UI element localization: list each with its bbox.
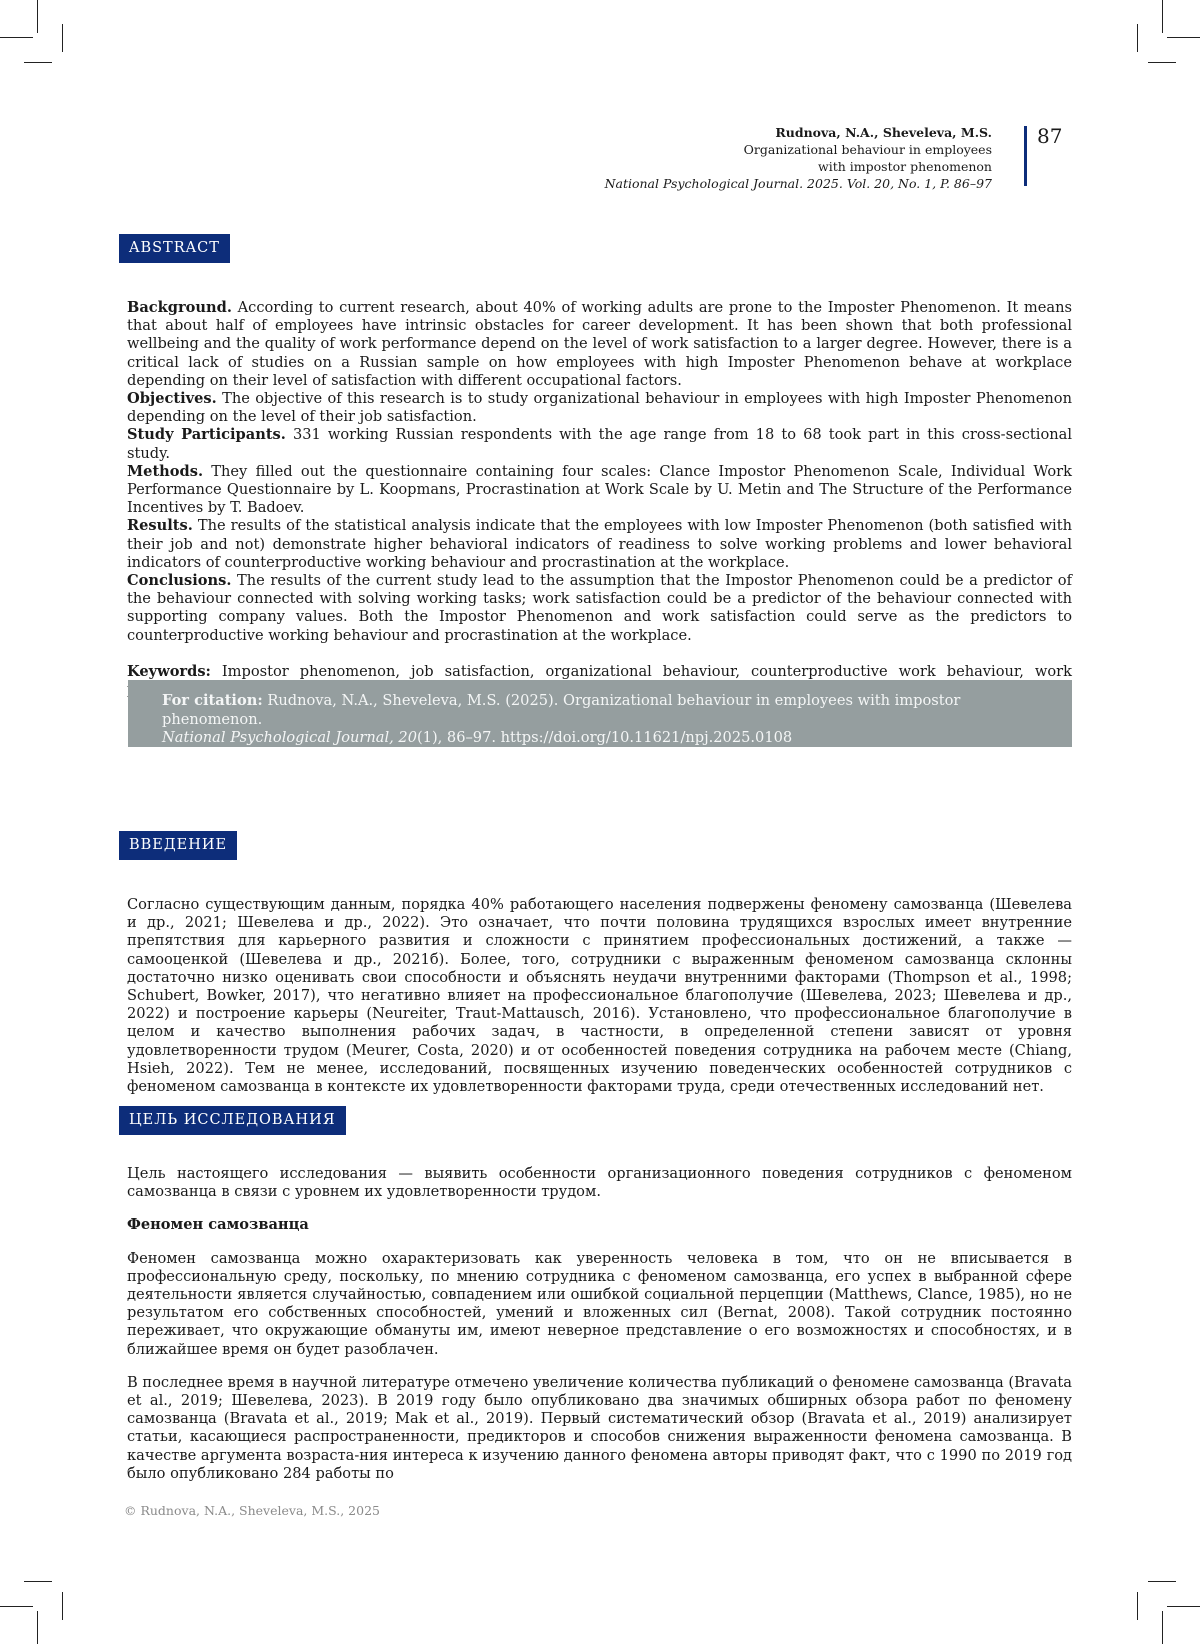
abstract-conclusions <box>127 572 1072 645</box>
background-text: According to current research, about 40% of working adults are prone to the Imposter Phenomenon. It means that about half of employees have intrinsic obstacles for career development. It has been shown that both professional wellbeing and the quality of work performance depend on the level of work satisfaction to a larger degree. However, there is a critical lack of studies on a Russian sample on how employees with high Imposter Phenomenon behave at workplace depending on their level of satisfaction with different occupational factors. <box>127 299 1072 389</box>
crop-mark <box>1162 0 1163 33</box>
participants-label: Study Participants. <box>127 426 286 443</box>
header-divider <box>1024 126 1027 186</box>
crop-mark <box>1148 1581 1176 1582</box>
header-title-line2: with impostor phenomenon <box>605 158 992 175</box>
crop-mark <box>1162 1611 1163 1644</box>
abstract-body <box>127 299 1072 699</box>
crop-mark <box>37 1611 38 1644</box>
crop-mark <box>62 1592 63 1620</box>
goal-body <box>127 1165 1072 1483</box>
participants-text: 331 working Russian respondents with the age range from 18 to 68 took part in this cross-sectional study. <box>127 426 1072 461</box>
crop-mark <box>1167 1606 1200 1607</box>
keywords-text: Impostor phenomenon, job satisfaction, organizational behaviour, counterproductive work behaviour, work <box>127 663 1072 698</box>
crop-mark <box>0 1606 33 1607</box>
goal-paragraph: Цель настоящего исследования — выявить особенности организационного поведения сотрудников с феноменом самозванца в связи с уровнем их удовлетворенности трудом. <box>127 1165 1072 1201</box>
introduction-body <box>127 896 1072 1096</box>
header-title-line1: Organizational behaviour in employees <box>605 141 992 158</box>
section-label-introduction: ВВЕДЕНИЕ <box>119 831 237 860</box>
crop-mark <box>0 37 33 38</box>
objectives-text: The objective of this research is to study organizational behaviour in employees with high Imposter Phenomenon depending on the level of their job satisfaction. <box>127 390 1072 425</box>
page-number: 87 <box>1037 124 1062 148</box>
header-authors: Rudnova, N.A., Sheveleva, M.S. <box>605 124 992 141</box>
objectives-label: Objectives. <box>127 390 217 407</box>
citation-journal: National Psychological Journal, 20 <box>162 729 417 746</box>
citation-box <box>128 680 1072 747</box>
abstract-participants <box>127 426 1072 462</box>
abstract-objectives <box>127 390 1072 426</box>
conclusions-text: The results of the current study lead to the assumption that the Impostor Phenomenon could be a predictor of the behaviour connected with solving working tasks; work satisfaction could be a predictor of the behaviour connected with supporting company values. Both the Impostor Phenomenon and work satisfaction could serve as the predictors to counterproductive working behaviour and procrastination at the workplace. <box>127 572 1072 644</box>
crop-mark <box>24 62 52 63</box>
crop-mark <box>1167 37 1200 38</box>
abstract-background <box>127 299 1072 390</box>
conclusions-label: Conclusions. <box>127 572 231 589</box>
citation-doi[interactable]: (1), 86–97. https://doi.org/10.11621/npj.2025.0108 <box>417 729 792 746</box>
section-label-abstract: ABSTRACT <box>119 234 230 263</box>
crop-mark <box>1137 1592 1138 1620</box>
crop-mark <box>62 24 63 52</box>
copyright-footer: © Rudnova, N.A., Sheveleva, M.S., 2025 <box>124 1503 380 1518</box>
methods-label: Methods. <box>127 463 203 480</box>
crop-mark <box>1137 24 1138 52</box>
crop-mark <box>24 1581 52 1582</box>
background-label: Background. <box>127 299 232 316</box>
results-label: Results. <box>127 517 193 534</box>
subheading-impostor: Феномен самозванца <box>127 1216 1072 1234</box>
abstract-methods <box>127 463 1072 518</box>
abstract-results <box>127 517 1072 572</box>
impostor-paragraph-2: В последнее время в научной литературе отмечено увеличение количества публикаций о феномене самозванца (Bravata et al., 2019; Шевелева, 2023). В 2019 году было опубликовано два значимых обширных обзора работ по феномену самозванца (Bravata et al., 2019; Mak et al., 2019). Первый систематический обзор (Bravata et al., 2019) анализирует статьи, касающиеся распространенности, предикторов и способов снижения выраженности феномена самозванца. В качестве аргумента возраста-ния интереса к изучению данного феномена авторы приводят факт, что с 1990 по 2019 год было опубликовано 284 работы по <box>127 1374 1072 1483</box>
introduction-paragraph: Согласно существующим данным, порядка 40% работающего населения подвержены феномену самозванца (Шевелева и др., 2021; Шевелева и др., 2022). Это означает, что почти половина трудящихся взрослых имеет внутренние препятствия для карьерного развития и сложности с принятием профессиональных достижений, а также — самооценкой (Шевелева и др., 2021б). Более, того, сотрудники с выраженным феноменом самозванца склонны достаточно низко оценивать свои способности и объяснять неудачи внутренними факторами (Thompson et al., 1998; Schubert, Bowker, 2017), что негативно влияет на профессиональное благополучие (Шевелева, 2023; Шевелева и др., 2022) и построение карьеры (Neureiter, Traut-Mattausch, 2016). Установлено, что профессиональное благополучие в целом и качество выполнения рабочих задач, в частности, в определенной степени зависят от уровня удовлетворенности трудом (Meurer, Costa, 2020) и от особенностей поведения сотрудника на рабочем месте (Chiang, Hsieh, 2022). Тем не менее, исследований, посвященных изучению поведенческих особенностей сотрудников с феноменом самозванца в контексте их удовлетворенности факторами труда, среди отечественных исследований нет. <box>127 896 1072 1096</box>
impostor-paragraph-1: Феномен самозванца можно охарактеризовать как уверенность человека в том, что он не вписывается в профессиональную среду, поскольку, по мнению сотрудника с феноменом самозванца, его успех в выбранной сфере деятельности является случайностью, совпадением или ошибкой социальной перцепции (Matthews, Clance, 1985), но не результатом его собственных способностей, умений и вложенных сил (Bernat, 2008). Такой сотрудник постоянно переживает, что окружающие обмануты им, имеют неверное представление о его возможностях и способностях, и в ближайшее время он будет разоблачен. <box>127 1250 1072 1359</box>
methods-text: They filled out the questionnaire containing four scales: Clance Impostor Phenomenon Scale, Individual Work Performance Questionnaire by L. Koopmans, Procrastination at Work Scale by U. Metin and The Structure of the Performance Incentives by T. Badoev. <box>127 463 1072 516</box>
crop-mark <box>37 0 38 33</box>
citation-label: For citation: <box>162 692 263 709</box>
citation-text: Rudnova, N.A., Sheveleva, M.S. (2025). Organizational behaviour in employees with impostor phenomenon. <box>162 692 960 728</box>
results-text: The results of the statistical analysis indicate that the employees with low Imposter Phenomenon (both satisfied with their job and not) demonstrate higher behavioral indicators of readiness to solve working problems and lower behavioral indicators of counterproductive working behaviour and procrastination at the workplace. <box>127 517 1072 570</box>
keywords-label: Keywords: <box>127 663 211 680</box>
running-header <box>605 124 992 192</box>
crop-mark <box>1148 62 1176 63</box>
header-journal: National Psychological Journal. 2025. Vol. 20, No. 1, P. 86–97 <box>605 175 992 192</box>
section-label-goal: ЦЕЛЬ ИССЛЕДОВАНИЯ <box>119 1106 346 1135</box>
